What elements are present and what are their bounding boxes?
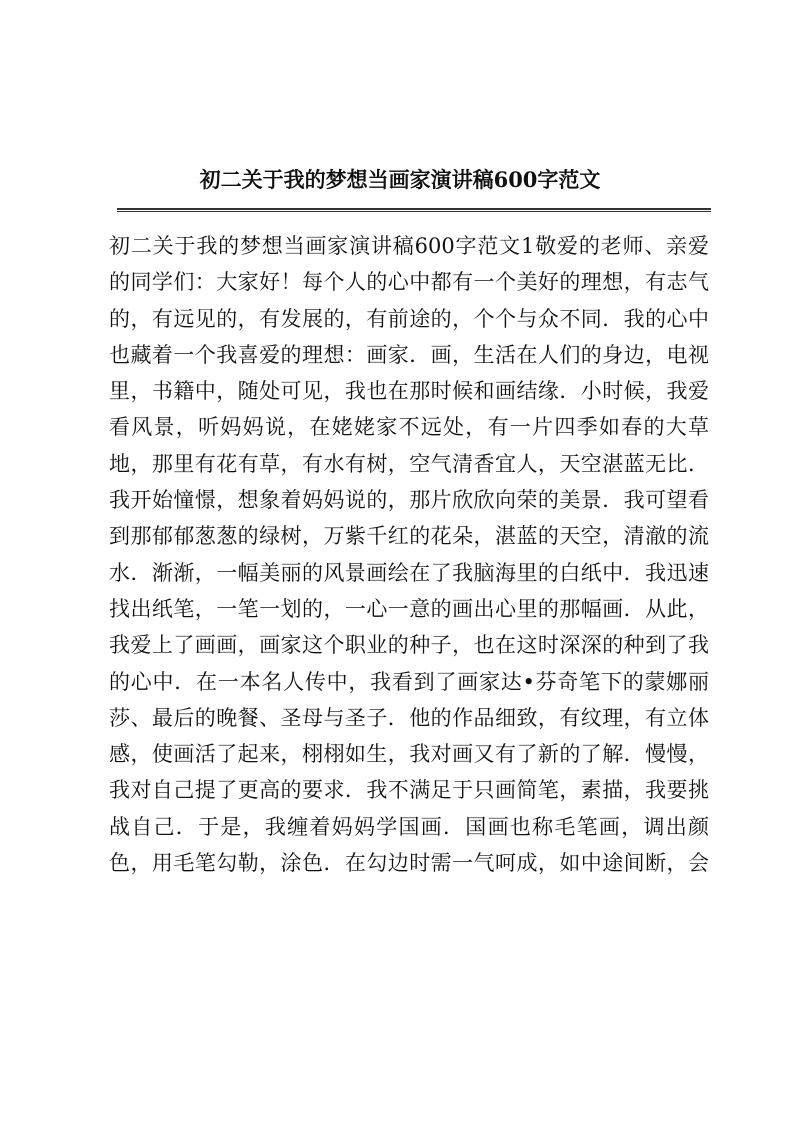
body-line	[109, 772, 709, 808]
body-line-text: 也藏着一个我喜爱的理想：画家．画，生活在人们的身边，电视	[109, 342, 709, 367]
body-line-text: 初二关于我的梦想当画家演讲稿600字范文1敬爱的老师、亲爱	[109, 234, 709, 258]
body-line	[109, 845, 709, 881]
body-line-text: 找出纸笔，一笔一划的，一心一意的画出心里的那幅画．从此，	[109, 596, 709, 621]
body-line-text: 的心中．在一本名人传中，我看到了画家达•芬奇笔下的蒙娜丽	[109, 669, 709, 694]
body-line	[109, 446, 709, 482]
body-line-text: 我开始憧憬，想象着妈妈说的，那片欣欣向荣的美景．我可望看	[109, 488, 709, 513]
body-line	[109, 518, 709, 554]
body-line	[109, 591, 709, 627]
body-line-text: 莎、最后的晚餐、圣母与圣子．他的作品细致，有纹理，有立体	[109, 705, 709, 730]
body-line	[109, 373, 709, 409]
document-title: 初二关于我的梦想当画家演讲稿600字范文	[199, 167, 601, 192]
body-line-text: 地，那里有花有草，有水有树，空气清香宜人，天空湛蓝无比．	[109, 451, 709, 476]
body-line	[109, 482, 709, 518]
body-line	[109, 264, 709, 300]
body-line	[109, 409, 709, 445]
body-line-text: 看风景，听妈妈说，在姥姥家不远处，有一片四季如春的大草	[109, 415, 709, 440]
body-line	[109, 301, 709, 337]
body-line-text: 里，书籍中，随处可见，我也在那时候和画结缘．小时候，我爱	[109, 379, 709, 404]
body-line-text: 战自己．于是，我缠着妈妈学国画．国画也称毛笔画，调出颜	[109, 814, 709, 839]
body-line	[109, 736, 709, 772]
body-line-text: 水．渐渐，一幅美丽的风景画绘在了我脑海里的白纸中．我迅速	[109, 560, 709, 585]
body-line	[109, 809, 709, 845]
body-line-text: 的同学们：大家好！每个人的心中都有一个美好的理想，有志气	[109, 270, 709, 295]
body-line	[109, 555, 709, 591]
body-line-text: 的，有远见的，有发展的，有前途的，个个与众不同．我的心中	[109, 306, 709, 331]
body-line	[109, 627, 709, 663]
title-divider	[117, 208, 711, 212]
body-line-text: 感，使画活了起来，栩栩如生，我对画又有了新的了解．慢慢，	[109, 742, 709, 767]
body-line	[109, 700, 709, 736]
body-line	[109, 664, 709, 700]
body-line-text: 我爱上了画画，画家这个职业的种子，也在这时深深的种到了我	[109, 633, 709, 658]
body-line-text: 我对自己提了更高的要求．我不满足于只画简笔，素描，我要挑	[109, 778, 709, 803]
body-line-text: 色，用毛笔勾勒，涂色．在勾边时需一气呵成，如中途间断，会	[109, 851, 709, 876]
body-line-text: 到那郁郁葱葱的绿树，万紫千红的花朵，湛蓝的天空，清澈的流	[109, 524, 709, 549]
body-line	[109, 337, 709, 373]
body-line	[109, 228, 709, 264]
document-body	[109, 228, 709, 881]
